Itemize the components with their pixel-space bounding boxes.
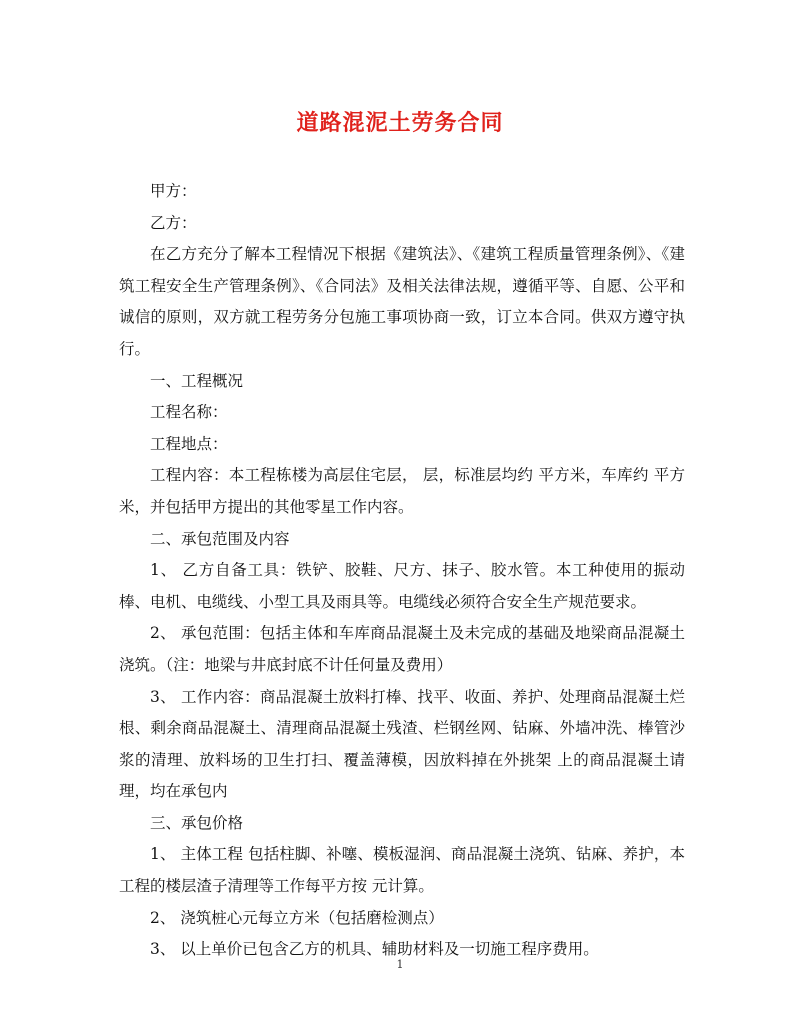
project-name-line: 工程名称： — [150, 403, 228, 422]
preamble-paragraph: 在乙方充分了解本工程情况下根据《建筑法》、《建筑工程质量管理条例》、《建筑工程安全生产管理条例》、《合同法》及相关法律法规，遵循平等、自愿、公平和诚信的原则，双方就工程劳务分包施工事项协商一致，订立本合同。供双方遵守执行。 — [119, 245, 685, 358]
section-heading-project-overview: 一、工程概况 — [150, 371, 244, 390]
document-body — [119, 176, 685, 966]
section-heading-scope: 二、承包范围及内容 — [150, 529, 290, 548]
price-item-inclusive: 3、 以上单价已包含乙方的机具、辅助材料及一切施工程序费用。 — [150, 940, 599, 959]
scope-item-work-content: 3、 工作内容：商品混凝土放料打棒、找平、收面、养护、处理商品混凝土烂根、剩余商品混凝土、清理商品混凝土残渣、栏钢丝网、钻麻、外墙冲洗、棒管沙浆的清理、放料场的卫生打扫、覆盖薄模，因放料掉在外挑架 上的商品混凝土请理，均在承包内 — [119, 687, 685, 801]
page-number: 1 — [396, 958, 404, 971]
section-heading-price: 三、承包价格 — [150, 813, 244, 832]
project-location-line: 工程地点： — [150, 434, 228, 453]
scope-item-tools: 1、 乙方自备工具：铁铲、胶鞋、尺方、抹子、胶水管。本工种使用的振动棒、电机、电缆线、小型工具及雨具等。电缆线必须符合安全生产规范要求。 — [119, 561, 685, 611]
price-item-main-works: 1、 主体工程 包括柱脚、补噻、模板湿润、商品混凝土浇筑、钻麻、养护，本工程的楼层渣子清理等工作每平方按 元计算。 — [119, 845, 685, 896]
party-b-line: 乙方： — [150, 213, 197, 232]
party-a-line: 甲方： — [150, 182, 197, 200]
scope-item-range: 2、 承包范围：包括主体和车库商品混凝土及未完成的基础及地梁商品混凝土浇筑。（注：地梁与井底封底不计任何量及费用） — [119, 624, 685, 674]
document-title: 道路混泥土劳务合同 — [296, 110, 504, 136]
project-content-paragraph: 工程内容：本工程栋楼为高层住宅层， 层，标准层均约 平方米，车库约 平方米，并包括甲方提出的其他零星工作内容。 — [119, 466, 685, 516]
price-item-pile-core: 2、 浇筑桩心元每立方米（包括磨检测点） — [150, 908, 444, 927]
